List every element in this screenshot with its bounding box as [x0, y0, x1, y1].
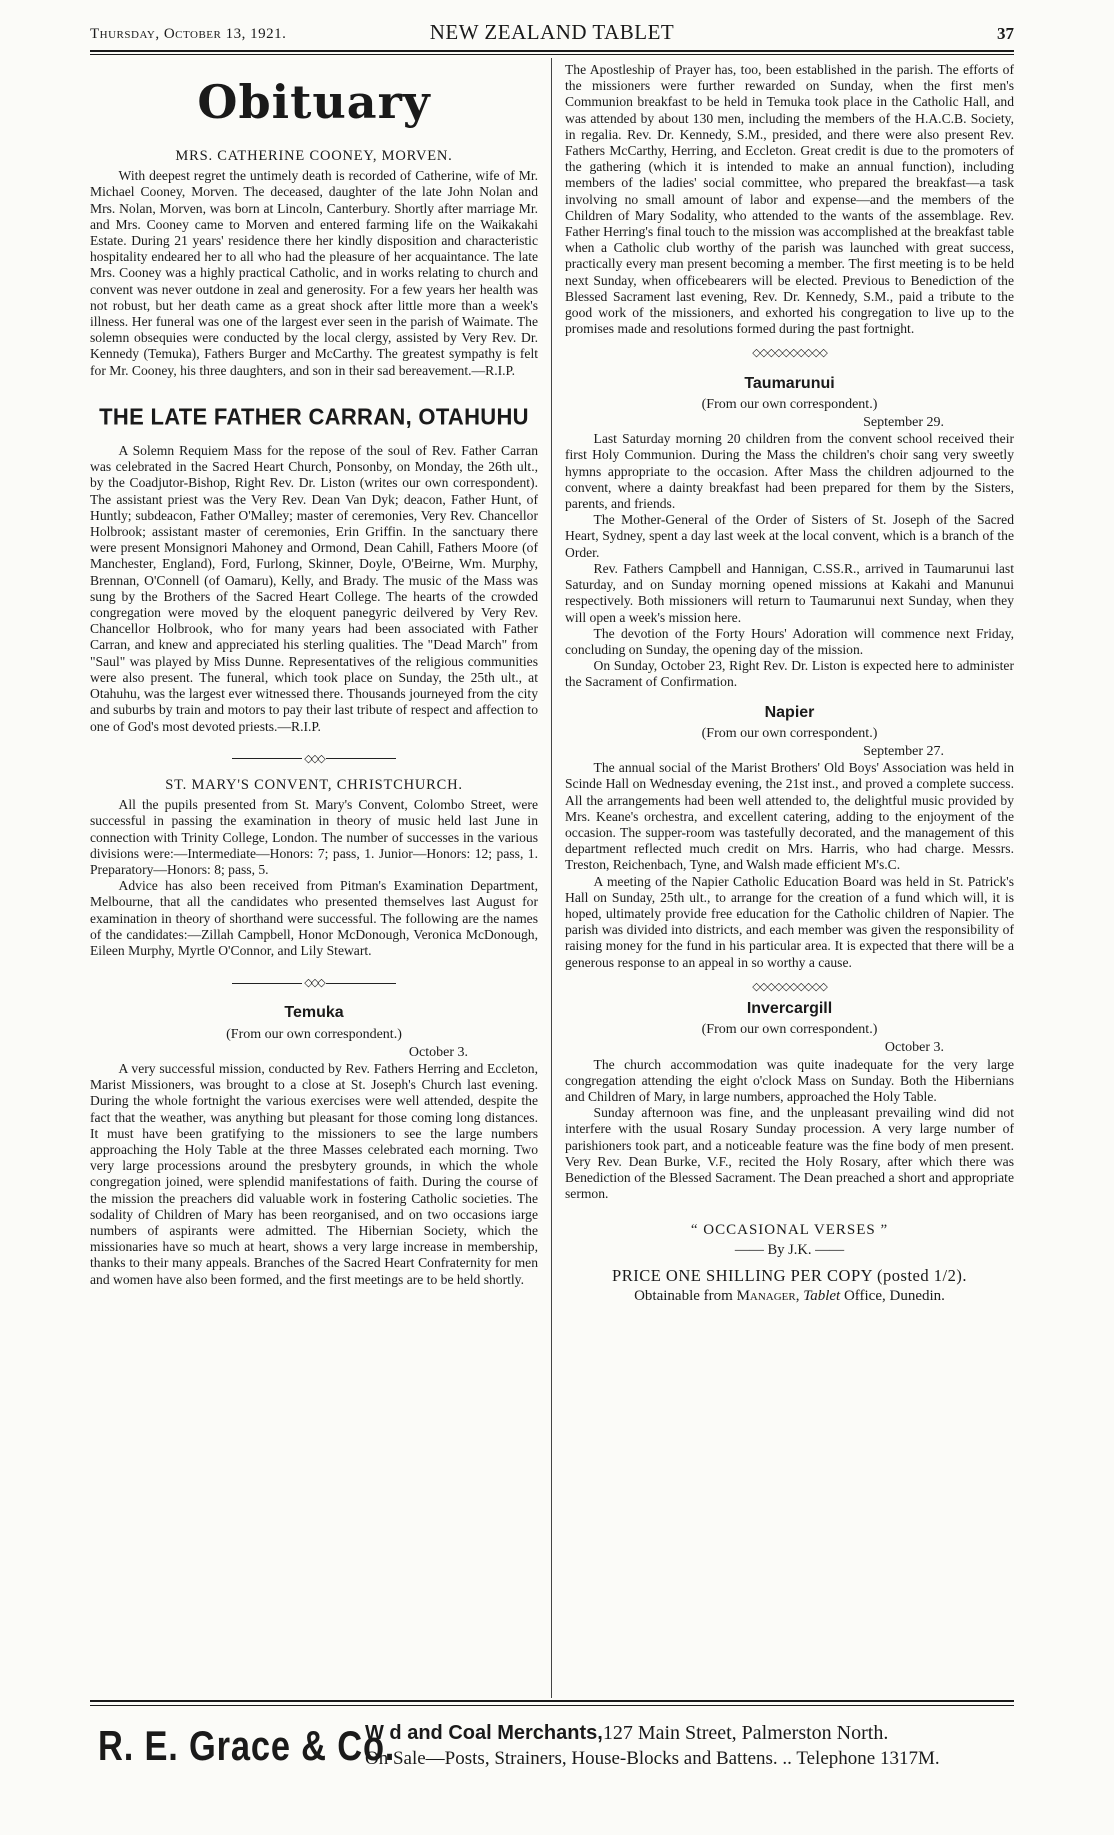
- section-ornament: ◇◇◇◇◇◇◇◇◇◇: [752, 980, 827, 993]
- invercargill-paragraph: The church accommodation was quite inadequate for the very large congregation attending the eight o'clock Mass on Sunday. Both the Hibernians and Children of Mary, in large numbers, approached the Holy Table.: [565, 1056, 1014, 1104]
- taumarunui-paragraph: The devotion of the Forty Hours' Adoration will commence next Friday, concluding on Sunday, the opening day of the mission.: [565, 625, 1014, 657]
- temuka-title: Temuka: [284, 1004, 344, 1022]
- invercargill-paragraph: Sunday afternoon was fine, and the unpleasant prevailing wind did not interfere with the usual Rosary Sunday procession. A very large number of parishioners took part, and a noticeable feature was the fine body of men present. Very Rev. Dean Burke, V.F., recited the Holy Rosary, after which there was Benediction of the Blessed Sacrament. The Dean preached a short and appropriate sermon.: [565, 1105, 1014, 1202]
- invercargill-date: October 3.: [884, 1040, 944, 1056]
- section-ornament: ◇◇◇: [90, 975, 538, 991]
- grace-company-name: R. E. Grace & Co.: [98, 1722, 396, 1769]
- napier-date: September 27.: [863, 743, 944, 759]
- section-ornament: ◇◇◇: [90, 751, 538, 767]
- right-column: [565, 62, 1014, 1306]
- occasional-verses-ad: [565, 1220, 1014, 1306]
- section-ornament: ◇◇◇◇◇◇◇◇◇◇: [752, 347, 827, 360]
- page-header: [90, 20, 1014, 50]
- st-marys-paragraph: All the pupils presented from St. Mary's Convent, Colombo Street, were successful in passing the examination in theory of music held last June in connection with Trinity College, London. The number of successes in the various divisions were:—Intermediate—Honors: 7; pass, 1. Junior—Honors: 12; pass, 1. Preparatory—Honors: 8; pass, 5.: [90, 797, 538, 877]
- page-number: 37: [997, 24, 1014, 43]
- napier-correspondent: (From our own correspondent.): [701, 725, 878, 741]
- verses-title: “ OCCASIONAL VERSES ”: [690, 1222, 889, 1239]
- header-rule: [90, 50, 1014, 52]
- cooney-body: With deepest regret the untimely death is recorded of Catherine, wife of Mr. Michael Cooney, Morven. The deceased, daughter of the late John Nolan and Mrs. Nolan, Morven, was born at Lincoln, Canterbury. Shortly after marriage Mr. and Mrs. Cooney came to Morven and entered farming life on the Waikakahi Estate. During 21 years' residence there her kindly disposition and characteristic hospitality endeared her to all who had the pleasure of her acquaintance. The late Mrs. Cooney was a highly practical Catholic, and in works relating to church and convent was never outdone in zeal and generosity. For a few years her health was not robust, but her death came as a great shock after little more than a week's illness. Her funeral was one of the largest ever seen in the parish of Waimate. The solemn obsequies were conducted by the local clergy, assisted by Very Rev. Dr. Kennedy (Temuka), Fathers Burger and McCarthy. The greatest sympathy is felt for Mr. Cooney, his three daughters, and son in their sad bereavement.—R.I.P.: [90, 168, 538, 378]
- st-marys-paragraph: Advice has also been received from Pitman's Examination Department, Melbourne, that all the candidates who presented themselves last August for examination in theory of shorthand were successful. The following are the names of the candidates:—Zillah Campbell, Honor McDonough, Veronica McDonough, Eileen Murphy, Myrtle O'Connor, and Lily Stewart.: [90, 878, 538, 958]
- taumarunui-paragraph: The Mother-General of the Order of Sisters of St. Joseph of the Sacred Heart, Sydney, spent a day last week at the local convent, which is a branch of the Order.: [565, 512, 1014, 560]
- invercargill-correspondent: (From our own correspondent.): [701, 1022, 878, 1038]
- napier-title: Napier: [764, 703, 815, 721]
- obtain-tablet: Tablet: [803, 1288, 841, 1305]
- obituary-masthead: Obituary: [197, 75, 431, 129]
- verses-author: —— By J.K. ——: [734, 1242, 845, 1259]
- taumarunui-paragraph: On Sunday, October 23, Right Rev. Dr. Liston is expected here to administer the Sacrament of Confirmation.: [565, 658, 1014, 690]
- newspaper-title: NEW ZEALAND TABLET: [429, 20, 675, 44]
- napier-paragraph: A meeting of the Napier Catholic Education Board was held in St. Patrick's Hall on Sunday, 25th ult., to arrange for the creation of a fund which will, it is hoped, ultimately provide free education for the Catholic children of Napier. The parish was divided into districts, and each member was given the responsibility of raising money for the fund in his particular area. It is expected that there will be a generous response to an appeal in so worthy a cause.: [565, 873, 1014, 970]
- temuka-date: October 3.: [408, 1044, 468, 1060]
- taumarunui-correspondent: (From our own correspondent.): [701, 396, 878, 412]
- invercargill-title: Invercargill: [746, 999, 833, 1017]
- grace-ad-line2: On Sale—Posts, Strainers, House-Blocks and Battens. .. Telephone 1317M.: [365, 1748, 940, 1769]
- temuka-paragraph: A very successful mission, conducted by Rev. Fathers Herring and Eccleton, Marist Missioners, was brought to a close at St. Joseph's Church last evening. During the whole fortnight the various exercises were well attended, despite the fact that the weather, was anything but pleasant for those coming long distances. It must have been gratifying to the missioners to see the large numbers approaching the Holy Table at the three Masses celebrated each morning. Two very large processions around the presbytery grounds, in which the whole congregation joined, were splendid manifestations of faith. During the course of the mission the preachers did valuable work in fostering Catholic societies. The sodality of Children of Mary has been reorganised, and on two occasions iarge numbers of aspirants were admitted. The Hibernian Society, which the missionaries have so much at heart, shows a very large increase in membership, thanks to their many appeals. Branches of the Sacred Heart Confraternity for men and women have also been formed, and the first meetings are to be held shortly.: [90, 1060, 538, 1287]
- verses-obtain: [565, 1286, 1014, 1306]
- cooney-title: MRS. CATHERINE COONEY, MORVEN.: [175, 148, 453, 164]
- obtain-manager: Manager,: [736, 1288, 800, 1305]
- header-rule-thin: [90, 54, 1014, 55]
- left-column: [90, 62, 538, 1288]
- taumarunui-paragraph: Last Saturday morning 20 children from the convent school received their first Holy Communion. During the Mass the children's choir sang very sweetly hymns appropriate to the occasion. After Mass the children adjourned to the convent, where a dainty breakfast had been prepared for them by the Sisters, parents, and friends.: [565, 431, 1014, 512]
- st-marys-title: ST. MARY'S CONVENT, CHRISTCHURCH.: [165, 776, 463, 793]
- obtain-prefix: Obtainable from: [634, 1288, 733, 1305]
- temuka-continued: The Apostleship of Prayer has, too, been established in the parish. The efforts of the missioners were further rewarded on Sunday, when the first men's Communion breakfast to be held in Temuka took place in the Catholic Hall, and was attended by about 130 men, including the members of the H.A.C.B. Society, in regalia. Rev. Dr. Kennedy, S.M., presided, and there were also present Rev. Fathers McCarthy, Herring, and Eccleton. Great credit is due to the promoters of the gathering (which it is intended to make an annual function), including members of the ladies' social committee, who prepared the breakfast—a task involving no small amount of labor and expense—and the members of the Children of Mary Sodality, who attended to the wants of the assemblage. Rev. Father Herring's final touch to the mission was accomplished at the breakfast table when a Catholic club worthy of the parish was launched with great success, practically every man present becoming a member. The first meeting is to be held next Sunday, when officebearers will be elected. Previous to Benediction of the Blessed Sacrament last evening, Rev. Dr. Kennedy, S.M., paid a tribute to the good work of the missioners, and exhorted his congregation to live up to the promises made and resolutions formed during the past fortnight.: [565, 62, 1014, 337]
- carran-title: THE LATE FATHER CARRAN, OTAHUHU: [99, 403, 529, 430]
- advert-rule: [90, 1700, 1014, 1702]
- taumarunui-title: Taumarunui: [744, 374, 835, 392]
- grace-ad-line1: [365, 1722, 888, 1745]
- napier-paragraph: The annual social of the Marist Brothers' Old Boys' Association was held in Scinde Hall on Wednesday evening, the 21st inst., and proved a complete success. All the arrangements had been well attended to, the delightful music provided by Mrs. Keane's orchestra, and excellent catering, adding to the enjoyment of the occasion. The supper-room was tastefully decorated, and the management of this department reflected much credit on Mrs. Harris, who had charge. Messrs. Treston, Reichenbach, Tyne, and Walsh made efficient M's.C.: [565, 760, 1014, 873]
- taumarunui-paragraph: Rev. Fathers Campbell and Hannigan, C.SS.R., arrived in Taumarunui last Saturday, and on Sunday morning opened missions at Kakahi and Manunui respectively. Both missioners will return to Taumarunui next Sunday, when they will open a week's mission here.: [565, 560, 1014, 625]
- advert-rule-thin: [90, 1705, 1014, 1706]
- issue-date: Thursday, October 13, 1921.: [90, 26, 287, 42]
- temuka-correspondent: (From our own correspondent.): [226, 1026, 402, 1042]
- grace-address: 127 Main Street, Palmerston North.: [602, 1722, 889, 1744]
- verses-price: PRICE ONE SHILLING PER COPY (posted 1/2).: [612, 1266, 967, 1286]
- carran-body: A Solemn Requiem Mass for the repose of the soul of Rev. Father Carran was celebrated in the Sacred Heart Church, Ponsonby, on Monday, the 26th ult., by the Coadjutor-Bishop, Right Rev. Dr. Liston (writes our own correspondent). The assistant priest was the Very Rev. Dean Van Dyk; deacon, Father Hunt, of Huntly; subdeacon, Father O'Malley; master of ceremonies, Very Rev. Chancellor Holbrook; assistant master of ceremonies, Erin Griffin. In the sanctuary there were present Monsignori Mahoney and Ormond, Dean Cahill, Fathers Moore (of Manchester, England), Ford, Furlong, Skinner, Doyle, O'Beirne, Wm. Murphy, Brennan, O'Connell (of Oamaru), Kelly, and Brady. The music of the Mass was sung by the Brothers of the Sacred Heart College. The hearts of the crowded congregation were moved by the eloquent panegyric deilvered by Very Rev. Chancellor Holbrook, who for many years had been associated with Father Carran, and knew and appreciated his sterling qualities. The "Dead March" from "Saul" was played by Miss Dunne. Representatives of the religious communities were also present. The funeral, which took place on Sunday, the 25th ult., at Otahuhu, was the largest ever witnessed there. Thousands journeyed from the city and suburbs by train and motors to pay their last tribute of respect and affection to one of God's most devoted priests.—R.I.P.: [90, 443, 538, 734]
- grace-trade: W d and Coal Merchants,: [365, 1722, 603, 1744]
- column-divider: [551, 58, 552, 1698]
- obtain-suffix: Office, Dunedin.: [843, 1288, 945, 1305]
- taumarunui-date: September 29.: [863, 415, 944, 431]
